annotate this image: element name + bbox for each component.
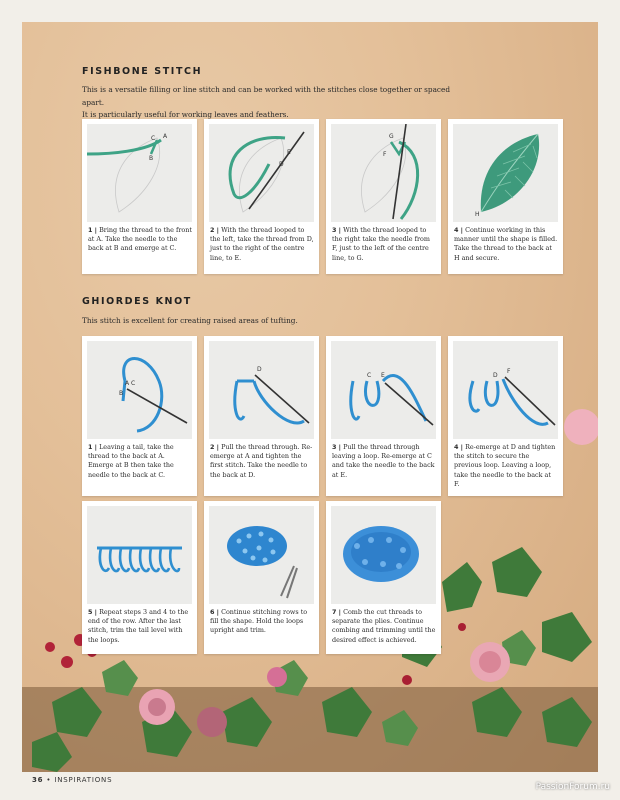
page-number: 36 bbox=[32, 776, 44, 784]
ghiordes-step-4-card bbox=[448, 336, 563, 496]
step-text: Pull the thread through. Re-emerge at A and tighten the first stitch. Take the needle to the back at D. bbox=[210, 443, 313, 479]
ghiordes-step-6-card bbox=[204, 501, 319, 654]
ghiordes-step-7-caption bbox=[332, 608, 436, 645]
ghiordes-step-6-caption bbox=[210, 608, 314, 636]
label-c: C bbox=[151, 135, 156, 142]
step-text: Repeat steps 3 and 4 to the end of the row. After the last stitch, trim the tail level with the loops. bbox=[88, 608, 189, 644]
label-d: D bbox=[279, 161, 284, 168]
watermark: PassionForum.ru bbox=[535, 782, 610, 792]
label-b: B bbox=[119, 390, 124, 397]
step-text: Continue stitching rows to fill the shape. Hold the loops upright and trim. bbox=[210, 608, 308, 635]
step-text: Leaving a tail, take the thread to the back at A. Emerge at B then take the needle to the back at C. bbox=[88, 443, 174, 479]
fishbone-step-1-card bbox=[82, 119, 197, 274]
label-g: G bbox=[389, 133, 394, 140]
step-number: 4 | bbox=[454, 226, 464, 234]
step-text: Comb the cut threads to separate the plies. Continue combing and trimming until the desired effect is achieved. bbox=[332, 608, 436, 644]
step-text: Continue working in this manner until the shape is filled. Take the thread to the back at H and secure. bbox=[454, 226, 558, 262]
ghiordes-step-6-photo bbox=[209, 506, 314, 604]
step-number: 3 | bbox=[332, 226, 342, 234]
step-number: 7 | bbox=[332, 608, 342, 616]
ghiordes-intro: This stitch is excellent for creating raised areas of tufting. bbox=[82, 316, 298, 325]
step-number: 6 | bbox=[210, 608, 220, 616]
fishbone-step-3-photo bbox=[331, 124, 436, 222]
fishbone-intro bbox=[82, 84, 462, 122]
step-text: Bring the thread to the front at A. Take the needle to the back at B and emerge at C. bbox=[88, 226, 192, 253]
ghiordes-step-1-photo bbox=[87, 341, 192, 439]
fishbone-step-4-caption bbox=[454, 226, 558, 263]
step-number: 5 | bbox=[88, 608, 98, 616]
step-number: 3 | bbox=[332, 443, 342, 451]
step-text: With the thread looped to the left, take the thread from D, just to the right of the centre line, to E. bbox=[210, 226, 314, 262]
ghiordes-step-3-caption bbox=[332, 443, 436, 480]
footer-section: INSPIRATIONS bbox=[54, 776, 113, 784]
ghiordes-step-4-caption bbox=[454, 443, 558, 489]
step-text: With the thread looped to the right take the needle from F, just to the left of the centre line, to G. bbox=[332, 226, 430, 262]
label-h: H bbox=[475, 211, 480, 218]
fishbone-step-3-card bbox=[326, 119, 441, 274]
fishbone-title: FISHBONE STITCH bbox=[82, 66, 203, 77]
fishbone-step-4-photo bbox=[453, 124, 558, 222]
fishbone-step-1-caption bbox=[88, 226, 192, 254]
fishbone-intro-line-2: It is particularly useful for working leaves and feathers. bbox=[82, 110, 289, 119]
fishbone-step-2-caption bbox=[210, 226, 314, 263]
label-c: C bbox=[131, 380, 136, 387]
ghiordes-step-7-photo bbox=[331, 506, 436, 604]
footer-separator: • bbox=[46, 776, 52, 784]
label-c: C bbox=[367, 372, 372, 379]
ghiordes-step-4-photo bbox=[453, 341, 558, 439]
ghiordes-title: GHIORDES KNOT bbox=[82, 296, 192, 307]
step-number: 2 | bbox=[210, 443, 220, 451]
fishbone-step-2-photo bbox=[209, 124, 314, 222]
ghiordes-step-5-card bbox=[82, 501, 197, 654]
ghiordes-step-2-photo bbox=[209, 341, 314, 439]
step-text: Re-emerge at D and tighten the stitch to secure the previous loop. Leaving a loop, take the needle to the back at F. bbox=[454, 443, 556, 488]
fishbone-step-2-card bbox=[204, 119, 319, 274]
label-a: A bbox=[163, 133, 168, 140]
label-f: F bbox=[383, 151, 387, 158]
ghiordes-step-3-photo bbox=[331, 341, 436, 439]
ghiordes-step-1-caption bbox=[88, 443, 192, 480]
label-d: D bbox=[257, 366, 262, 373]
ghiordes-step-2-caption bbox=[210, 443, 314, 480]
label-b: B bbox=[149, 155, 154, 162]
fishbone-intro-line-1: This is a versatile filling or line stitch and can be worked with the stitches close together or spaced apart. bbox=[82, 85, 450, 107]
ghiordes-step-1-card bbox=[82, 336, 197, 496]
step-number: 1 | bbox=[88, 443, 98, 451]
ghiordes-step-3-card bbox=[326, 336, 441, 496]
fishbone-step-1-photo bbox=[87, 124, 192, 222]
fishbone-step-4-card bbox=[448, 119, 563, 274]
ghiordes-step-2-card bbox=[204, 336, 319, 496]
label-f: F bbox=[507, 368, 511, 375]
step-number: 2 | bbox=[210, 226, 220, 234]
ghiordes-step-7-card bbox=[326, 501, 441, 654]
ghiordes-step-5-photo bbox=[87, 506, 192, 604]
ghiordes-step-5-caption bbox=[88, 608, 192, 645]
label-e: E bbox=[287, 149, 291, 156]
step-number: 1 | bbox=[88, 226, 98, 234]
label-d: D bbox=[493, 372, 498, 379]
fishbone-step-3-caption bbox=[332, 226, 436, 263]
page-panel bbox=[22, 22, 598, 772]
label-e: E bbox=[381, 372, 385, 379]
step-text: Pull the thread through leaving a loop. Re-emerge at C and take the needle to the back at E. bbox=[332, 443, 435, 479]
page-footer bbox=[32, 776, 112, 784]
label-a: A bbox=[125, 380, 130, 387]
step-number: 4 | bbox=[454, 443, 464, 451]
